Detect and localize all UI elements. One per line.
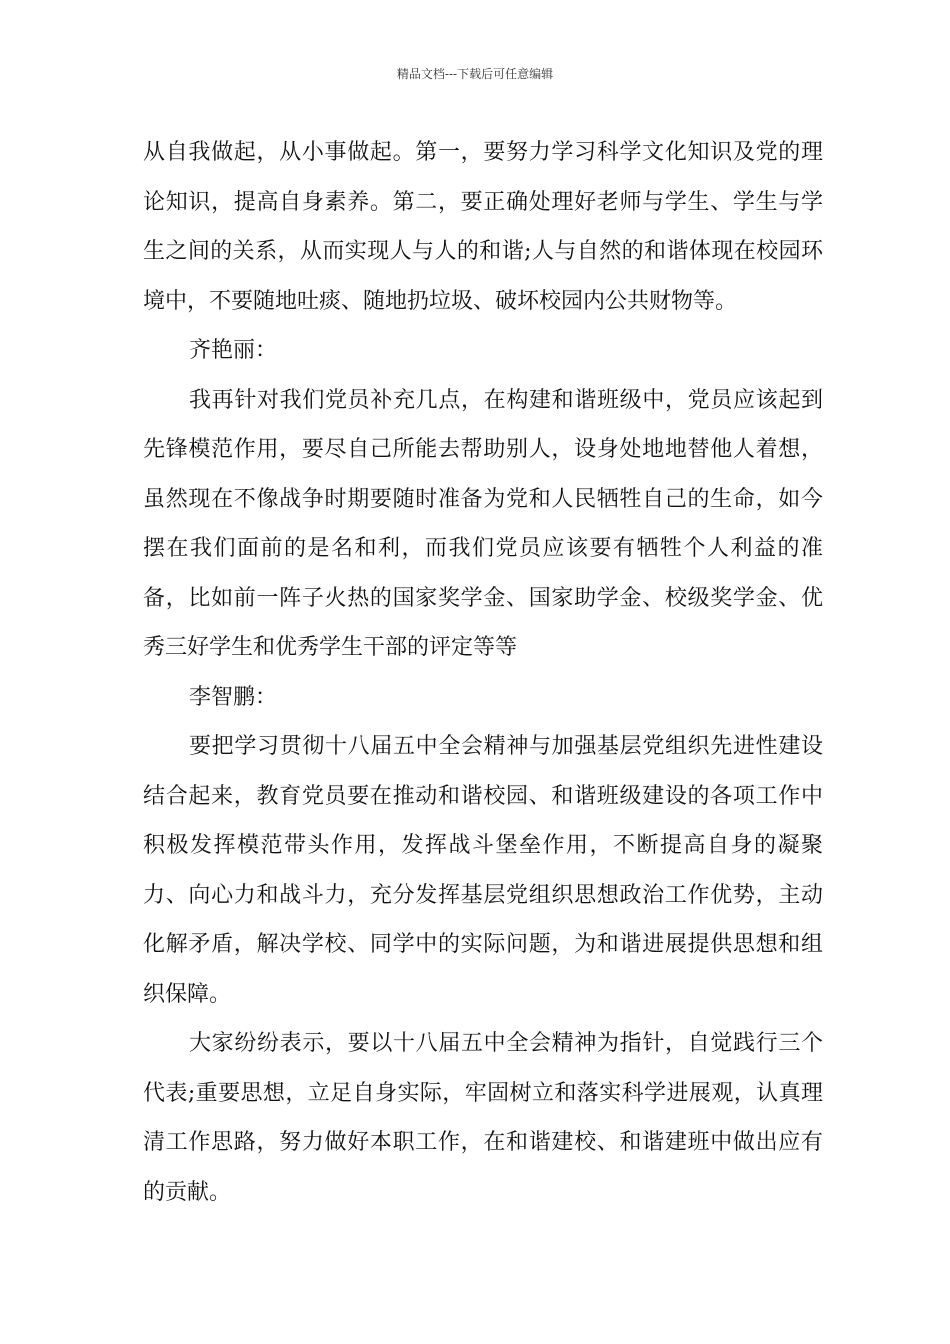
paragraph-li-zhipeng-statement: 要把学习贯彻十八届五中全会精神与加强基层党组织先进性建设结合起来，教育党员要在推动和谐校园、和谐班级建设的各项工作中积极发挥模范带头作用，发挥战斗堡垒作用，不断提高自身的凝聚力、向心力和战斗力，充分发挥基层党组织思想政治工作优势，主动化解矛盾，解决学校、同学中的实际问题，为和谐进展提供思想和组织保障。	[143, 734, 823, 1007]
paragraph-continuation: 从自我做起，从小事做起。第一，要努力学习科学文化知识及党的理论知识，提高自身素养。第二，要正确处理好老师与学生、学生与学生之间的关系，从而实现人与人的和谐;人与自然的和谐体现在校园环境中，不要随地吐痰、随地扔垃圾、破坏校园内公共财物等。	[143, 140, 823, 314]
document-body	[143, 128, 823, 1217]
paragraph-conclusion: 大家纷纷表示，要以十八届五中全会精神为指针，自觉践行三个代表;重要思想，立足自身实际，牢固树立和落实科学进展观，认真理清工作思路，努力做好本职工作，在和谐建校、和谐建班中做出应有的贡献。	[143, 1031, 823, 1205]
speaker-name-qi-yanli: 齐艳丽：	[189, 338, 278, 363]
paragraph-qi-yanli-statement: 我再针对我们党员补充几点，在构建和谐班级中，党员应该起到先锋模范作用，要尽自己所能去帮助别人，设身处地地替他人着想，虽然现在不像战争时期要随时准备为党和人民牺牲自己的生命，如今摆在我们面前的是名和利，而我们党员应该要有牺牲个人利益的准备，比如前一阵子火热的国家奖学金、国家助学金、校级奖学金、优秀三好学生和优秀学生干部的评定等等	[143, 387, 823, 660]
speaker-name-li-zhipeng: 李智鹏：	[189, 684, 278, 710]
page-header: 精品文档---下载后可任意编辑	[396, 67, 554, 81]
